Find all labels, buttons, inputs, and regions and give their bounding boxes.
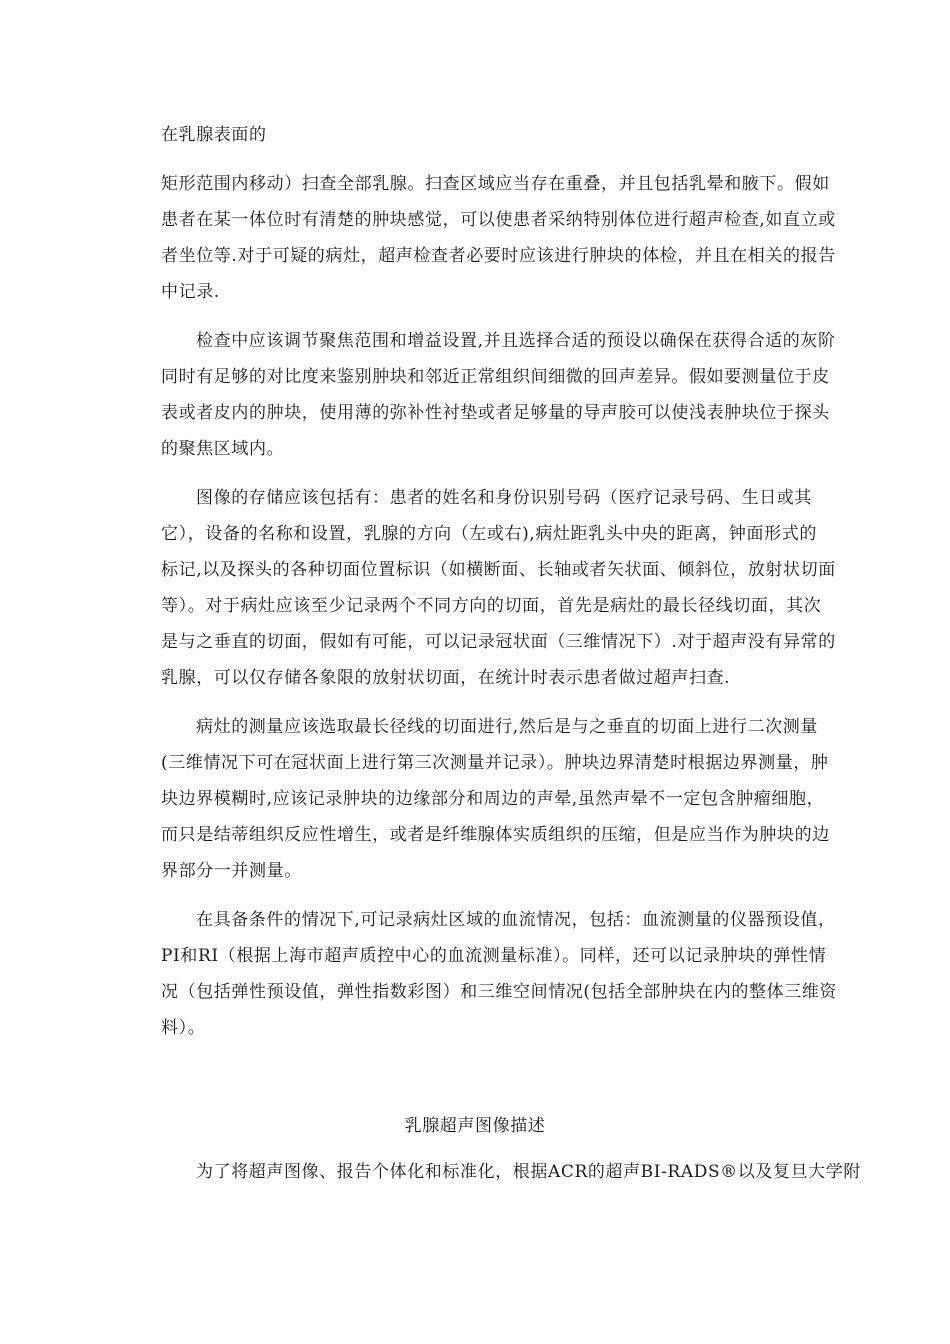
text-line: 料）。 <box>161 1018 206 1038</box>
text-line: 它），设备的名称和设置，乳腺的方向（左或右),病灶距乳头中央的距离，钟面形式的 <box>161 524 817 544</box>
text-line: 的聚焦区域内。 <box>161 439 285 459</box>
text-line: 者坐位等.对于可疑的病灶，超声检查者必要时应该进行肿块的体检，并且在相关的报告 <box>161 246 836 266</box>
text-line: 是与之垂直的切面，假如有可能，可以记录冠状面（三维情况下）.对于超声没有异常的 <box>161 632 836 652</box>
text-line: 在具备条件的情况下,可记录病灶区域的血流情况，包括：血流测量的仪器预设值， <box>196 910 836 930</box>
text-line: 等）。对于病灶应该至少记录两个不同方向的切面，首先是病灶的最长径线切面，其次 <box>161 596 822 616</box>
text-line: 病灶的测量应该选取最长径线的切面进行,然后是与之垂直的切面上进行二次测量 <box>196 717 819 737</box>
text-line: 界部分一并测量。 <box>161 861 302 881</box>
text-line: (三维情况下可在冠状面上进行第三次测量并记录）。肿块边界清楚时根据边界测量，肿 <box>161 753 829 773</box>
text-line: 矩形范围内移动）扫查全部乳腺。扫查区域应当存在重叠，并且包括乳晕和腋下。假如 <box>161 174 830 194</box>
text-line: 乳腺，可以仅存储各象限的放射状切面，在统计时表示患者做过超声扫查. <box>161 668 731 688</box>
text-line: 为了将超声图像、报告个体化和标准化，根据ACR的超声BI-RADS®以及复旦大学附 <box>196 1162 861 1182</box>
text-line: 块边界模糊时,应该记录肿块的边缘部分和周边的声晕,虽然声晕不一定包含肿瘤细胞， <box>161 789 825 809</box>
intro-fragment: 在乳腺表面的 <box>161 125 267 145</box>
text-line: 中记录. <box>161 282 220 302</box>
text-line: 检查中应该调节聚焦范围和增益设置,并且选择合适的预设以确保在获得合适的灰阶 <box>196 331 836 351</box>
text-line: 患者在某一体位时有清楚的肿块感觉，可以使患者采纳特别体位进行超声检查,如直立或 <box>161 210 836 230</box>
text-line: 而只是结蒂组织反应性增生，或者是纤维腺体实质组织的压缩，但是应当作为肿块的边 <box>161 825 830 845</box>
text-line: 标记,以及探头的各种切面位置标识（如横断面、长轴或者矢状面、倾斜位，放射状切面 <box>161 560 836 580</box>
text-line: 况（包括弹性预设值，弹性指数彩图）和三维空间情况(包括全部肿块在内的整体三维资 <box>161 982 838 1002</box>
text-line: PI和RI（根据上海市超声质控中心的血流测量标准）。同样，还可以记录肿块的弹性情 <box>161 946 827 966</box>
text-line: 表或者皮内的肿块，使用薄的弥补性衬垫或者足够量的导声胶可以使浅表肿块位于探头 <box>161 403 830 423</box>
section-heading: 乳腺超声图像描述 <box>404 1116 546 1136</box>
text-line: 同时有足够的对比度来鉴别肿块和邻近正常组织间细微的回声差异。假如要测量位于皮 <box>161 367 830 387</box>
text-line: 图像的存储应该包括有：患者的姓名和身份识别号码（医疗记录号码、生日或其 <box>196 488 812 508</box>
